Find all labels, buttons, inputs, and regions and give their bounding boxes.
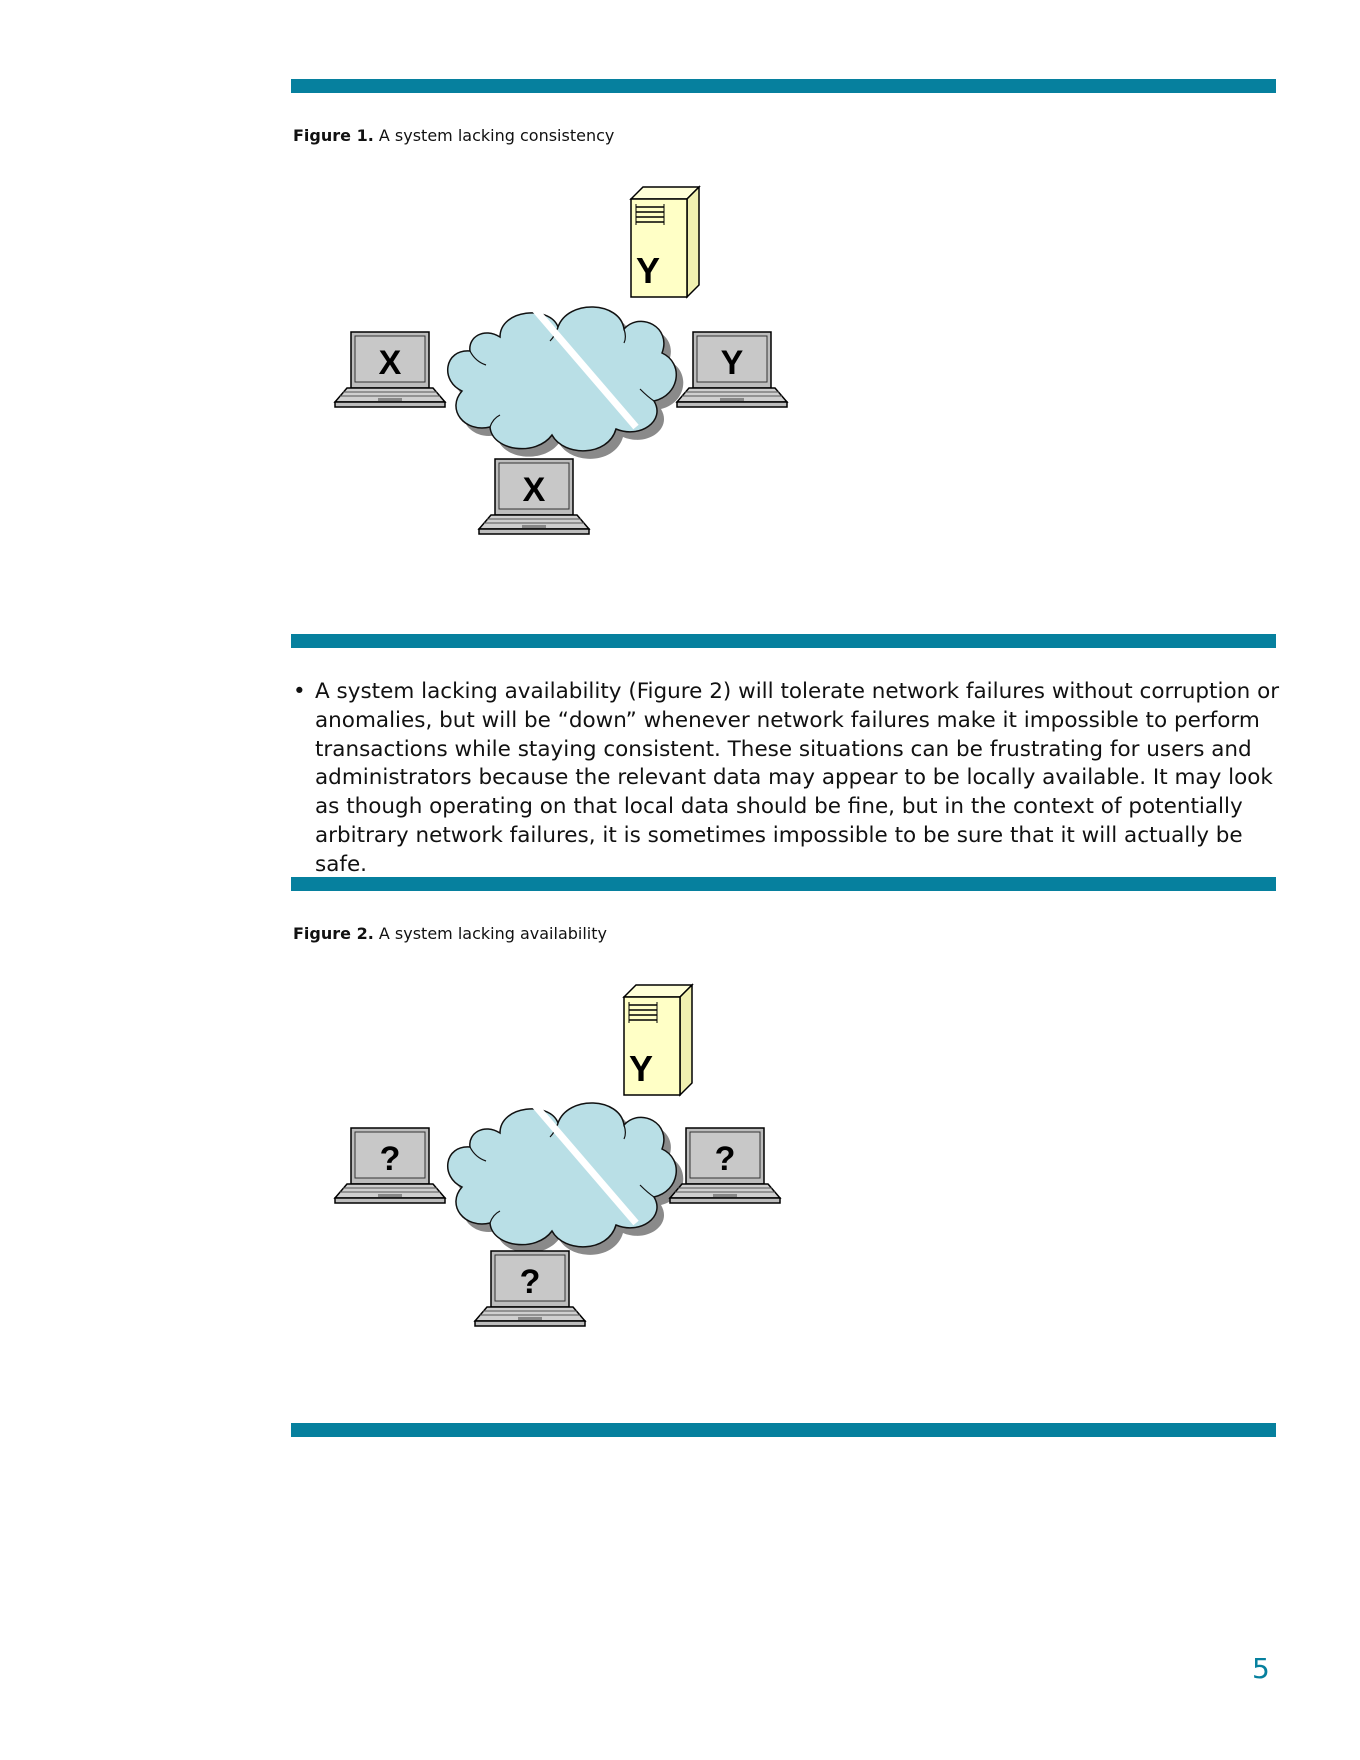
server-label: Y <box>628 1048 654 1089</box>
laptop-label: ? <box>519 1263 541 1301</box>
figure1-diagram <box>320 180 800 550</box>
figure1-caption <box>293 126 614 145</box>
laptop-icon <box>677 332 787 407</box>
server-icon <box>624 985 692 1095</box>
laptop-icon <box>335 1128 445 1203</box>
section-divider <box>291 877 1276 891</box>
bottom-divider <box>291 1423 1276 1437</box>
laptop-label: ? <box>379 1140 401 1178</box>
laptop-icon <box>475 1251 585 1326</box>
section-divider <box>291 634 1276 648</box>
page-number: 5 <box>1252 1652 1270 1685</box>
figure1-label: Figure 1. <box>293 126 374 145</box>
laptop-icon <box>670 1128 780 1203</box>
top-divider <box>291 79 1276 93</box>
body-paragraph <box>293 678 1283 880</box>
server-icon <box>631 187 699 297</box>
figure2-caption <box>293 924 607 943</box>
paragraph-text: A system lacking availability (Figure 2) will tolerate network failures without corruption or anomalies, but will be “down” whenever network failures make it impossible to perform transactions while staying consistent. These situations can be frustrating for users and administrators because the relevant data may appear to be locally available. It may look as though operating on that local data should be fine, but in the context of potentially arbitrary network failures, it is sometimes impossible to be sure that it will actually be safe. <box>315 679 1280 877</box>
figure2-label: Figure 2. <box>293 924 374 943</box>
network-cloud <box>448 1095 684 1255</box>
laptop-label: X <box>378 344 402 382</box>
laptop-icon <box>335 332 445 407</box>
server-label: Y <box>635 250 661 291</box>
figure2-caption-text: A system lacking availability <box>378 924 607 943</box>
figure2-diagram <box>320 978 800 1348</box>
laptop-icon <box>479 459 589 534</box>
laptop-label: Y <box>720 344 744 382</box>
bullet-glyph: • <box>293 679 306 704</box>
laptop-label: ? <box>714 1140 736 1178</box>
network-cloud <box>448 299 684 459</box>
figure1-caption-text: A system lacking consistency <box>378 126 615 145</box>
laptop-label: X <box>522 471 546 509</box>
